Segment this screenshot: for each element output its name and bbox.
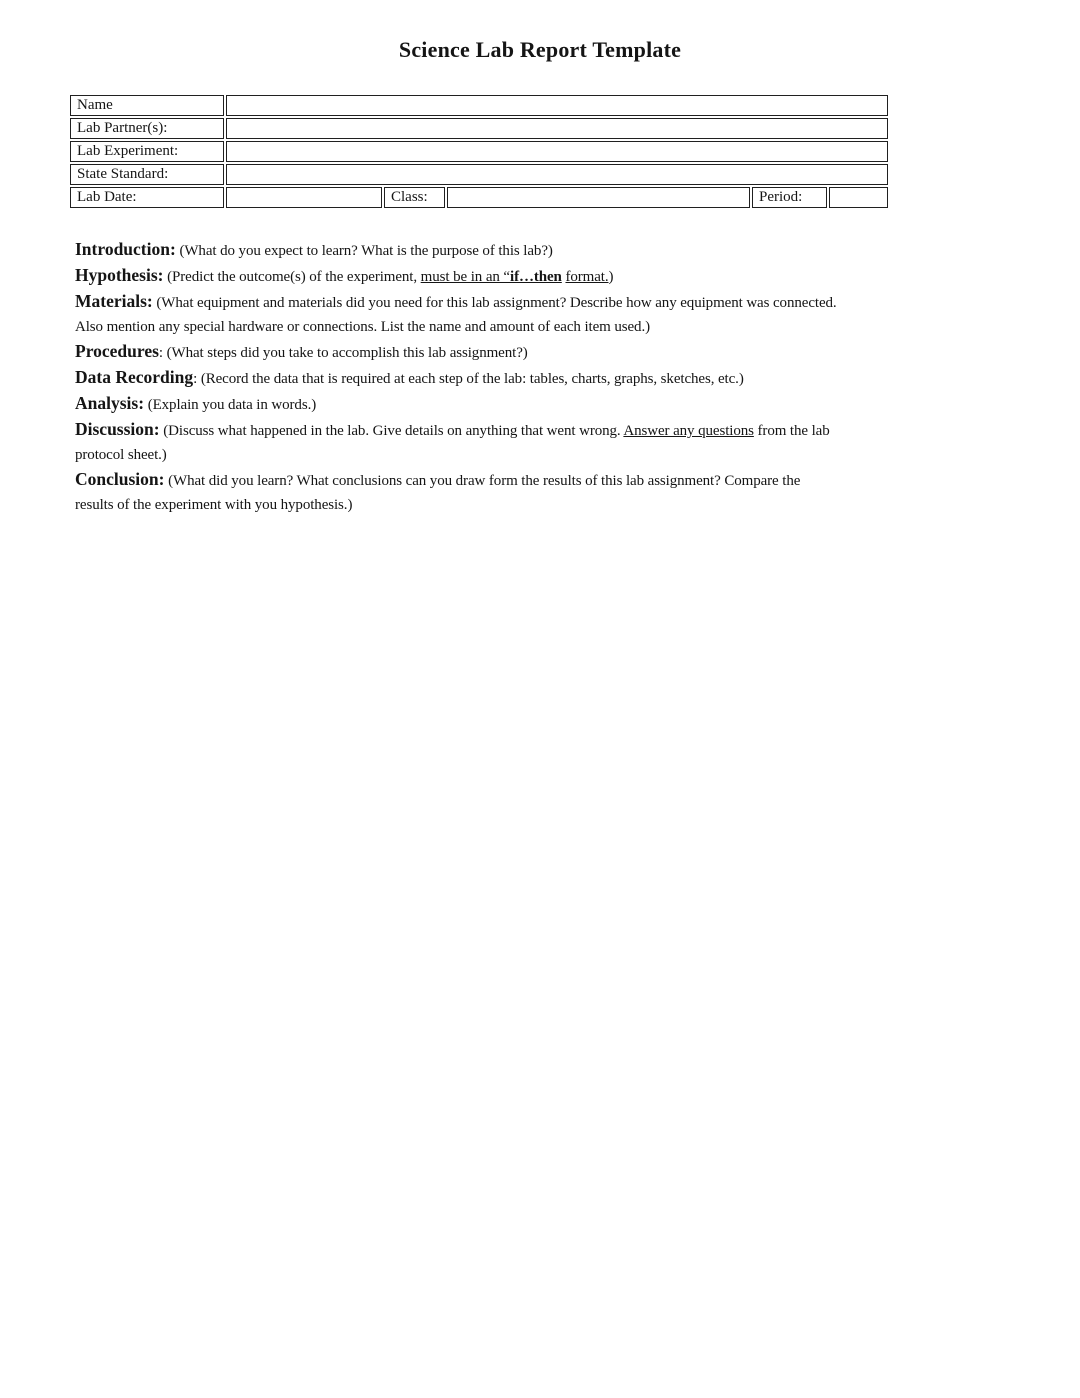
section-heading-separator: : xyxy=(158,345,167,361)
section-body-text: from the lab xyxy=(753,423,830,439)
section-heading-analysis: Analysis: xyxy=(75,393,145,413)
section-body-text: Also mention any special hardware or connections. List the name and amount of each item used.) xyxy=(75,319,651,335)
section-heading-data-recording: Data Recording xyxy=(75,367,194,387)
field-value-class[interactable] xyxy=(447,187,750,208)
field-value-lab-experiment[interactable] xyxy=(226,141,888,162)
table-row-name xyxy=(70,95,888,116)
table-row-lab-experiment xyxy=(70,141,888,162)
section-body-text: (What equipment and materials did you need for this lab assignment? Describe how any equipment was connected. xyxy=(156,295,837,311)
section-body-text: protocol sheet.) xyxy=(75,447,167,463)
field-label-class: Class: xyxy=(384,187,445,208)
table-row-lab-partners xyxy=(70,118,888,139)
field-label-lab-partners: Lab Partner(s): xyxy=(70,118,224,139)
section-discussion xyxy=(75,417,1023,467)
section-body-text: (Record the data that is required at each step of the lab: tables, charts, graphs, sketches, etc.) xyxy=(200,371,744,387)
field-label-lab-experiment: Lab Experiment: xyxy=(70,141,224,162)
field-label-state-standard: State Standard: xyxy=(70,164,224,185)
section-data-recording xyxy=(75,365,1023,391)
field-label-name: Name xyxy=(70,95,224,116)
section-heading-procedures: Procedures xyxy=(75,341,159,361)
section-body-text: (Explain you data in words.) xyxy=(147,397,317,413)
section-body-text: (Predict the outcome(s) of the experiment, xyxy=(167,269,421,285)
header-table xyxy=(68,93,890,210)
section-body-text: format. xyxy=(565,269,609,285)
document-title: Science Lab Report Template xyxy=(398,37,682,62)
section-heading-discussion: Discussion: xyxy=(75,419,160,439)
field-label-lab-date: Lab Date: xyxy=(70,187,224,208)
section-body-text: ) xyxy=(608,269,614,285)
section-hypothesis xyxy=(75,263,1023,289)
field-value-state-standard[interactable] xyxy=(226,164,888,185)
field-value-period[interactable] xyxy=(829,187,888,208)
section-heading-hypothesis: Hypothesis: xyxy=(75,265,164,285)
section-body-text: (Discuss what happened in the lab. Give details on anything that went wrong. xyxy=(163,423,624,439)
section-procedures xyxy=(75,339,1023,365)
section-materials xyxy=(75,289,1023,339)
table-row-date-class-period xyxy=(70,187,888,208)
section-body-text: Answer any questions xyxy=(623,423,754,439)
section-heading-separator: : xyxy=(193,371,201,387)
section-heading-introduction: Introduction: xyxy=(75,239,176,259)
table-row-state-standard xyxy=(70,164,888,185)
section-heading-conclusion: Conclusion: xyxy=(75,469,165,489)
field-label-period: Period: xyxy=(752,187,827,208)
section-body-text: (What steps did you take to accomplish this lab assignment?) xyxy=(166,345,528,361)
section-body-text: (What did you learn? What conclusions can you draw form the results of this lab assignment? Compare the xyxy=(168,473,801,489)
field-value-lab-partners[interactable] xyxy=(226,118,888,139)
field-value-name[interactable] xyxy=(226,95,888,116)
section-heading-materials: Materials: xyxy=(75,291,153,311)
sections-container xyxy=(75,237,1023,517)
section-analysis xyxy=(75,391,1023,417)
section-body-text: (What do you expect to learn? What is the purpose of this lab?) xyxy=(179,243,553,259)
section-body-text: must be in an “ xyxy=(420,269,510,285)
section-body-text: results of the experiment with you hypothesis.) xyxy=(75,497,353,513)
field-value-lab-date[interactable] xyxy=(226,187,382,208)
section-conclusion xyxy=(75,467,1023,517)
section-body-text: if…then xyxy=(510,269,562,285)
section-introduction xyxy=(75,237,1023,263)
